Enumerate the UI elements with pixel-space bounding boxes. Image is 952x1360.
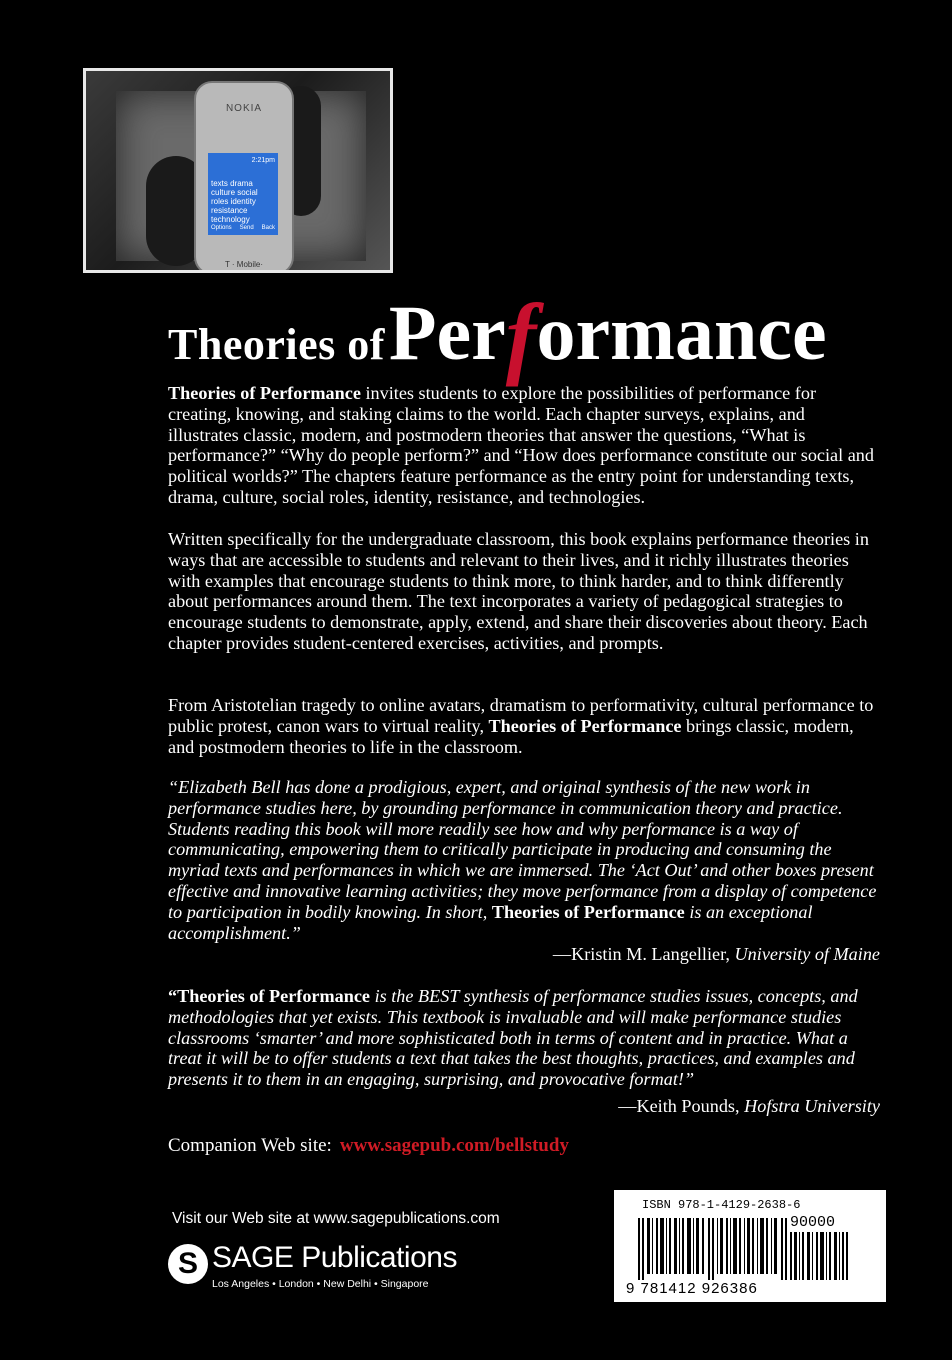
publisher-cities: Los Angeles • London • New Delhi • Singapore bbox=[212, 1278, 429, 1290]
quote-1-affiliation: University of Maine bbox=[734, 944, 880, 964]
description-paragraph-1 bbox=[168, 383, 880, 508]
companion-label: Companion Web site: bbox=[168, 1135, 332, 1156]
book-title bbox=[168, 275, 827, 387]
title-word-end: ormance bbox=[536, 289, 827, 376]
cover-photo bbox=[83, 68, 393, 273]
description-paragraph-3 bbox=[168, 695, 880, 757]
addon-barcode-bars bbox=[790, 1232, 848, 1280]
mobile-phone bbox=[194, 81, 294, 273]
sage-logo-icon: S bbox=[168, 1244, 208, 1284]
phone-brand: NOKIA bbox=[225, 103, 263, 114]
title-accent-f: f bbox=[505, 285, 537, 387]
title-word-start: Per bbox=[388, 289, 506, 376]
ean-number: 9 781412 926386 bbox=[626, 1280, 758, 1297]
quote-1-end: is an exceptional accomplishment.” bbox=[168, 901, 813, 943]
quote-2-author: —Keith Pounds, bbox=[618, 1096, 745, 1116]
quote-2-text: is the BEST synthesis of performance studies issues, concepts, and methodologies that yet exists. This textbook is invaluable and will make performance studies classrooms ‘smarter’ and more sophisticated both in terms of content and in practice. What a treat it will be to offer students a text that takes the best thoughts, practices, and examples and presents it to them in an engaging, surprising, and provocative format!” bbox=[168, 986, 858, 1090]
screen-text: texts drama culture social roles identity resistance technology bbox=[211, 179, 258, 224]
quote-1-attribution bbox=[553, 944, 880, 965]
publisher-name: SAGE Publications bbox=[212, 1241, 457, 1274]
endorsement-quote-1 bbox=[168, 777, 880, 943]
book-name-bold: Theories of Performance bbox=[168, 383, 361, 403]
description-paragraph-2: Written specifically for the undergraduate classroom, this book explains performance theories in ways that are accessible to students and relevant to their lives, and it richly illustrates theories with examples that encourage students to think more, to think harder, and to think differently about performances around them. The text incorporates a variety of pedagogical strategies to encourage students to demonstrate, apply, extend, and share their discoveries about theory. Each chapter provides student-centered exercises, activities, and prompts. bbox=[168, 529, 869, 653]
book-name-bold: Theories of Performance bbox=[177, 986, 371, 1006]
isbn-label: ISBN 978-1-4129-2638-6 bbox=[642, 1198, 801, 1212]
quote-1-start: “Elizabeth Bell has done a prodigious, expert, and original synthesis of the new work in performance studies here, by grounding performance in communication theory and practice. Students reading this book will more readily see how and why performance is a way of communicating, empowering them to critically participate in producing and consuming the myriad texts and performances in which we are immersed. The ‘Act Out’ and other boxes present effective and innovative learning activities; they move performance from a display of competence to participation in bodily knowing. In short, bbox=[168, 777, 877, 922]
quote-2-affiliation: Hofstra University bbox=[744, 1096, 880, 1116]
softkey-options: Options bbox=[211, 225, 232, 231]
carrier-logo: T · Mobile· bbox=[224, 260, 264, 269]
quote-1-author: —Kristin M. Langellier, bbox=[552, 944, 735, 964]
companion-site bbox=[168, 1135, 569, 1157]
paragraph-1-text: invites students to explore the possibilities of performance for creating, knowing, and staking claims to the world. Each chapter surveys, explains, and illustrates classic, modern, and postmodern theories that answer the questions, “What is performance?” “Why do people perform?” and “How does performance constitute our social and political worlds?” The chapters feature performance as the entry point for understanding texts, drama, culture, social roles, identity, resistance, and technologies. bbox=[168, 383, 874, 507]
ean-barcode-bars bbox=[638, 1218, 788, 1280]
isbn-barcode bbox=[614, 1190, 886, 1302]
book-name-bold: Theories of Performance bbox=[488, 715, 682, 736]
endorsement-quote-2 bbox=[168, 986, 880, 1090]
quote-2-open: “ bbox=[168, 986, 178, 1006]
screen-softkeys bbox=[211, 224, 275, 233]
phone-screen bbox=[208, 153, 278, 235]
quote-2-attribution bbox=[618, 1096, 880, 1117]
paragraph-3-end: brings classic, modern, and postmodern theories to life in the classroom. bbox=[168, 715, 854, 757]
title-prefix: Theories of bbox=[168, 320, 385, 369]
price-code: 90000 bbox=[790, 1214, 836, 1231]
paragraph-3-start: From Aristotelian tragedy to online avatars, dramatism to performativity, cultural performance to public protest, canon wars to virtual reality, bbox=[168, 695, 874, 736]
publisher-website-text: Visit our Web site at www.sagepublications.com bbox=[172, 1210, 500, 1227]
companion-url-link[interactable]: www.sagepub.com/bellstudy bbox=[339, 1135, 569, 1156]
softkey-send: Send bbox=[239, 225, 254, 231]
softkey-back: Back bbox=[261, 225, 275, 231]
screen-time: 2:21pm bbox=[251, 157, 275, 164]
book-name-bold: Theories of Performance bbox=[491, 901, 685, 922]
